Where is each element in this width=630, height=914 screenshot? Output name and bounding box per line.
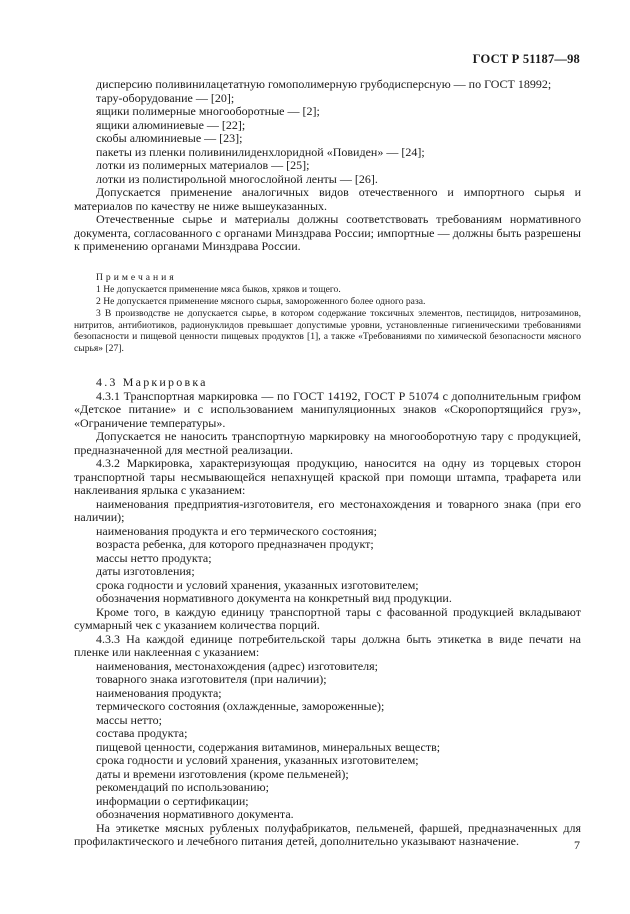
- note-item: 3 В производстве не допускается сырье, в котором содержание токсичных элементов, пестицидов, нитрозаминов, нитритов, антибиотиков, радионуклидов превышает допустимые уровни, установленные гигиеническими требованиями безопасности и пищевой ценности пищевых продуктов [1], а также «Требованиями по химической безопасности мясного сырья» [27].: [74, 307, 581, 355]
- list-item: обозначения нормативного документа на конкретный вид продукции.: [96, 591, 452, 606]
- list-item: тару-оборудование — [20];: [96, 90, 235, 105]
- notes-block: [74, 272, 581, 356]
- label-info-list: [74, 660, 581, 822]
- list-item: ящики полимерные многооборотные — [2];: [96, 104, 320, 118]
- list-item: даты изготовления;: [96, 564, 195, 579]
- list-item: массы нетто;: [96, 712, 162, 727]
- list-item: рекомендаций по использованию;: [96, 780, 269, 795]
- list-item: термического состояния (охлажденные, замороженные);: [96, 699, 385, 714]
- list-item: наименования продукта и его термического состояния;: [96, 523, 377, 538]
- paragraph-domestic-materials: Отечественные сырье и материалы должны соответствовать требованиям нормативного документа, согласованного с органами Минздрава России; импортные — должны быть разрешены к применению органами Минздрава России.: [74, 212, 581, 253]
- paragraph-4-3-2: 4.3.2 Маркировка, характеризующая продукцию, наносится на одну из торцевых сторон транспортной тары несмывающейся непахнущей краской при помощи штампа, трафарета или наклеивания ярлыка с указанием:: [74, 456, 581, 498]
- list-item: срока годности и условий хранения, указанных изготовителем;: [96, 753, 419, 768]
- standard-header: ГОСТ Р 51187—98: [472, 52, 580, 66]
- note-item: 2 Не допускается применение мясного сырья, замороженного более одного раза.: [96, 296, 426, 308]
- materials-list: [74, 78, 581, 186]
- list-item: ящики алюминиевые — [22];: [96, 117, 246, 132]
- note-item: 1 Не допускается применение мяса быков, хряков и тощего.: [96, 284, 341, 296]
- list-item: пищевой ценности, содержания витаминов, минеральных веществ;: [96, 739, 441, 754]
- list-item: информации о сертификации;: [96, 793, 249, 808]
- paragraph-4-3-1: 4.3.1 Транспортная маркировка — по ГОСТ 14192, ГОСТ Р 51074 с дополнительным грифом «Детское питание» и с использованием манипуляционных знаков «Скоропортящийся груз», «Ограничение температуры».: [74, 388, 581, 430]
- page-number: 7: [574, 838, 580, 852]
- list-item: скобы алюминиевые — [23];: [96, 131, 243, 145]
- list-item: срока годности и условий хранения, указанных изготовителем;: [96, 577, 419, 592]
- paragraph-4-3-3: 4.3.3 На каждой единице потребительской тары должна быть этикетка в виде печати на пленке или наклеенная с указанием:: [74, 631, 581, 660]
- section-title-marking: 4.3 Маркировка: [96, 375, 208, 390]
- list-item: наименования, местонахождения (адрес) изготовителя;: [96, 658, 379, 673]
- list-item: лотки из полистирольной многослойной ленты — [26].: [96, 171, 378, 186]
- list-item: состава продукта;: [96, 726, 188, 741]
- list-item: пакеты из пленки поливинилиденхлоридной «Повиден» — [24];: [96, 144, 425, 159]
- paragraph-4-3-1-note: Допускается не наносить транспортную маркировку на многооборотную тару с продукцией, предназначенной для местной реализации.: [74, 429, 581, 457]
- paragraph-4-3-3-note: На этикетке мясных рубленых полуфабрикатов, пельменей, фаршей, предназначенных для профилактического и лечебного питания детей, дополнительно указывают назначение.: [74, 820, 581, 849]
- list-item: товарного знака изготовителя (при наличии);: [96, 672, 327, 687]
- list-item: наименования продукта;: [96, 685, 222, 700]
- list-item: наименования предприятия-изготовителя, его местонахождения и товарного знака (при его наличии);: [74, 496, 581, 525]
- paragraph-4-3-2-note: Кроме того, в каждую единицу транспортной тары с фасованной продукцией вкладывают суммарный чек с указанием количества порций.: [74, 604, 581, 633]
- transport-marking-list: [74, 498, 581, 606]
- list-item: лотки из полимерных материалов — [25];: [96, 158, 310, 172]
- paragraph-analog-materials: Допускается применение аналогичных видов отечественного и импортного сырья и материалов по качеству не ниже вышеуказанных.: [74, 185, 581, 213]
- list-item: массы нетто продукта;: [96, 550, 212, 565]
- list-item: дисперсию поливинилацетатную гомополимерную грубодисперсную — по ГОСТ 18992;: [96, 77, 552, 91]
- list-item: возраста ребенка, для которого предназначен продукт;: [96, 537, 374, 552]
- list-item: обозначения нормативного документа.: [96, 807, 294, 822]
- page-content: [74, 78, 581, 849]
- notes-title: Примечания: [96, 271, 177, 283]
- list-item: даты и времени изготовления (кроме пельменей);: [96, 766, 349, 781]
